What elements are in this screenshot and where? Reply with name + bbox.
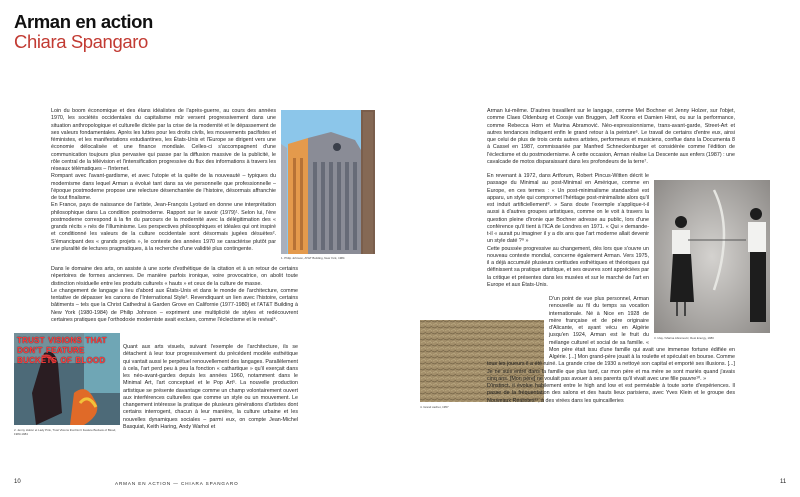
- paragraph: En revenant à 1972, dans Artforum, Robert Pincus-Witten décrit le passage du Minimal au post-Minimal en Amérique, comme en Europe, en ces termes : « Un post-minimalisme standardisé est apparu, un style qui compromet l'héritage post-minimaliste alors qu'il est induit artificiellement⁸. » Sans doute l'exemple s'applique-t-il aussi à d'autres groupes artistiques, comme on le voit à travers la question pleine d'ironie que Bochner adresse au public, lors d'une conférence qu'il tient à l'ICA de Londres en 1971. « Qui » demande-t-il « aurait pu imaginer il y a dix ans que l'art moderne allait devenir un style daté ?⁹ »: [487, 173, 649, 245]
- float-spacer-figure-3: [649, 296, 735, 340]
- paragraph: D'instinct, il évolue habilement entre le high and low et est perméable à toute sorte d'expériences. Il passe de la fréquentation des salons et des hauts lieux parisiens, avec Yves Klein et le groupe des Nouveaux Réalistes¹¹, à des virées dans les quincailleries: [487, 383, 735, 404]
- right-column-bottom: [487, 296, 735, 405]
- left-column-middle: [51, 266, 298, 324]
- paragraph: Le changement de langage a lieu d'abord aux États-Unis et dans le monde de l'architecture, comme tentative de dépasser les canons de l'International Style³. Revendiquant un lien avec l'histoire, certains bâtiments – tels que la Christ Cathedral à Garden Grove en Californie (1977-1980) et l'AT&T Building à New York (1980-1984) de Philip Johnson – expriment une multiplicité de styles et redécouvrent certaines pratiques que l'orthodoxie moderniste avait exclues, comme l'éclectisme et le revival⁴.: [51, 287, 298, 323]
- float-spacer-figure-4: [487, 304, 549, 358]
- figure-caption-4: 4. Grand cachet, 1957: [420, 405, 449, 409]
- att-building-image: [281, 110, 375, 254]
- page-number-right: 11: [780, 479, 787, 485]
- paragraph: Dans le domaine des arts, on assiste à une sorte d'esthétique de la citation et à un retour de certains répertoires de formes anciennes. De manière parfois ironique, voire provocatrice, on abolit toute distinction résiduelle entre les produits culturels « hauts » et ceux de la culture de masse.: [51, 266, 298, 287]
- right-column-top: [487, 108, 735, 166]
- figure-caption-3: 3. Ulay / Marina Abramović, Rest Energy, 1980: [654, 336, 714, 340]
- running-footer: ARMAN EN ACTION — CHIARA SPANGARO: [115, 481, 239, 486]
- right-column-middle: [487, 173, 649, 289]
- paragraph: Loin du boom économique et des élans idéalistes de l'après-guerre, au cours des années 1970, les sociétés occidentales du capitalisme mûr versent progressivement dans une situation anthropologique et culturelle dictée par la crise de la modernité et le dépassement de ses valeurs fondamentales. Après les luttes pour les droits civils, les mouvements pacifistes et féministes, et les manifestations estudiantines, les États-Unis et l'Europe se dirigent vers une économie délocalisée et une finance mondiale. Celles-ci s'accompagnent d'une communication toujours plus pervasive qui passe par la diffusion massive de la publicité, le rôle central de la télévision et l'intensification progressive du flux des informations à travers les réseaux télématiques – l'Internet.: [51, 108, 276, 172]
- paragraph: Quant aux arts visuels, suivant l'exemple de l'architecture, ils se détachent à leur tour progressivement du précédent modèle esthétique qui vantait aussi le perpétuel renouvellement des langages. Parallèlement à cela, l'art perd peu à peu la fonction « cathartique » qu'il exerçait dans les néo-avant-gardes depuis les années 1960, notamment dans le Minimal Art, l'art conceptuel et le Pop Art⁵. La nouvelle production artistique se présente davantage comme un champ volontairement ouvert aux interférences culturelles que comme un style ou un mouvement. Le changement intéresse la pratique de plusieurs générations d'artistes dont certains interrogent, chacun à leur manière, la culture urbaine et les nouvelles dynamiques sociales – parmi eux, on compte Jean-Michel Basquiat, Keith Haring, Andy Warhol et: [123, 344, 298, 430]
- painting-text: TRUST VISIONS THAT DON'T FEATURE BUCKETS OF BLOOD: [17, 336, 107, 365]
- paragraph: Cette poussée progressive au changement, dès lors que s'ouvre un nouveau contexte mondial, concerne également Arman. Vers 1975, il a déjà accumulé plusieurs certitudes esthétiques et théoriques qui définissent sa pratique artistique, et ses œuvres sont appréciées par la critique et présentes dans les musées et sur le marché de l'art en Europe et aux États-Unis.: [487, 245, 649, 288]
- page-number-left: 10: [14, 479, 21, 485]
- figure-att-building: [281, 110, 375, 254]
- paragraph: Arman lui-même. D'autres travaillent sur le langage, comme Mel Bochner et Jenny Holzer, sur l'objet, comme Claes Oldenburg et Coosje van Bruggen, Jeff Koons et Damien Hirst, ou sur la performance, comme Rebecca Horn et Marina Abramović. Néo-expressionnisme, trans-avant-garde, Street-Art et autres tendances indiquent enfin le grand retour à la peinture⁶. Le travail de certains d'entre eux, ainsi que celui de plus de trois cents autres artistes, performeurs et musiciens, conflue dans la Documenta 8 à Cassel en 1987, commissariée par Manfred Schneckenburger et considérée comme l'édition de l'éclectisme et du postmodernisme. À cette occasion, Arman réalise La Descente aux enfers (1987) : une cavalcade de motos disparaissant dans les profondeurs de la terre⁷.: [487, 108, 735, 165]
- paragraph: Rompant avec l'avant-gardisme, et avec l'utopie et la quête de la nouveauté – typiques du modernisme dans lequel Arman a évolué tant dans sa vie personnelle que professionnelle – l'époque postmoderne propose une relecture désenchantée de l'histoire, désormais affranchie de tout finalisme.: [51, 173, 276, 201]
- figure-caption-1: 1. Philip Johnson, AT&T Building, New York, 1984: [281, 256, 345, 260]
- paragraph: En France, pays de naissance de l'artiste, Jean-François Lyotard en donne une interprétation philosophique dans La condition postmoderne. Rapport sur le savoir (1979)¹. Selon lui, l'ère postmoderne correspond à la fin du parcours de la modernité avec la délégitimation des « grands récits » nés de l'Illuminisme. Les perspectives philosophiques et idéales qui ont inspiré et conditionné les valeurs de la culture occidentale sont désormais jugées désuètes². S'émancipant des « grands projets », le contexte des années 1970 se caractérise plutôt par une pluralité de lectures pragmatiques, à la recherche d'une validité plus contingente.: [51, 202, 276, 252]
- figure-holzer-lady-pink: [14, 333, 120, 425]
- figure-caption-2: 2. Jenny Holzer et Lady Pink, Trust Visions that Don't Feature Buckets of Blood, 1983-1984: [14, 428, 117, 436]
- left-column-bottom: [123, 344, 298, 431]
- left-column-top: [51, 108, 276, 253]
- title: Arman en action: [14, 11, 153, 32]
- author: Chiara Spangaro: [14, 31, 148, 52]
- paragraph: D'un point de vue plus personnel, Arman renouvelle au fil du temps sa vocation internationale. Né à Nice en 1928 de mère française et de père originaire d'Alicante, et ayant vécu en Algérie jusqu'en 1924, Arman est le fruit du mélange culturel et social de sa famille. « Mon père était issu d'une famille qui avait une immense fortune édifiée en Algérie. [...] Mon grand-père jouait à la roulette et spéculait en bourse. Comme tous les joueurs il a été ruiné. La grande crise de 1930 a nettoyé son capital et emporté ses illusions. [...] Je ne suis entré dans la famille que plus tard, car mon père et ma mère se sont mariés quand j'avais cinq ans. [Mon père] ne voulait pas avouer à ses parents qu'il vivait avec une fille pauvre¹⁰. »: [487, 296, 735, 382]
